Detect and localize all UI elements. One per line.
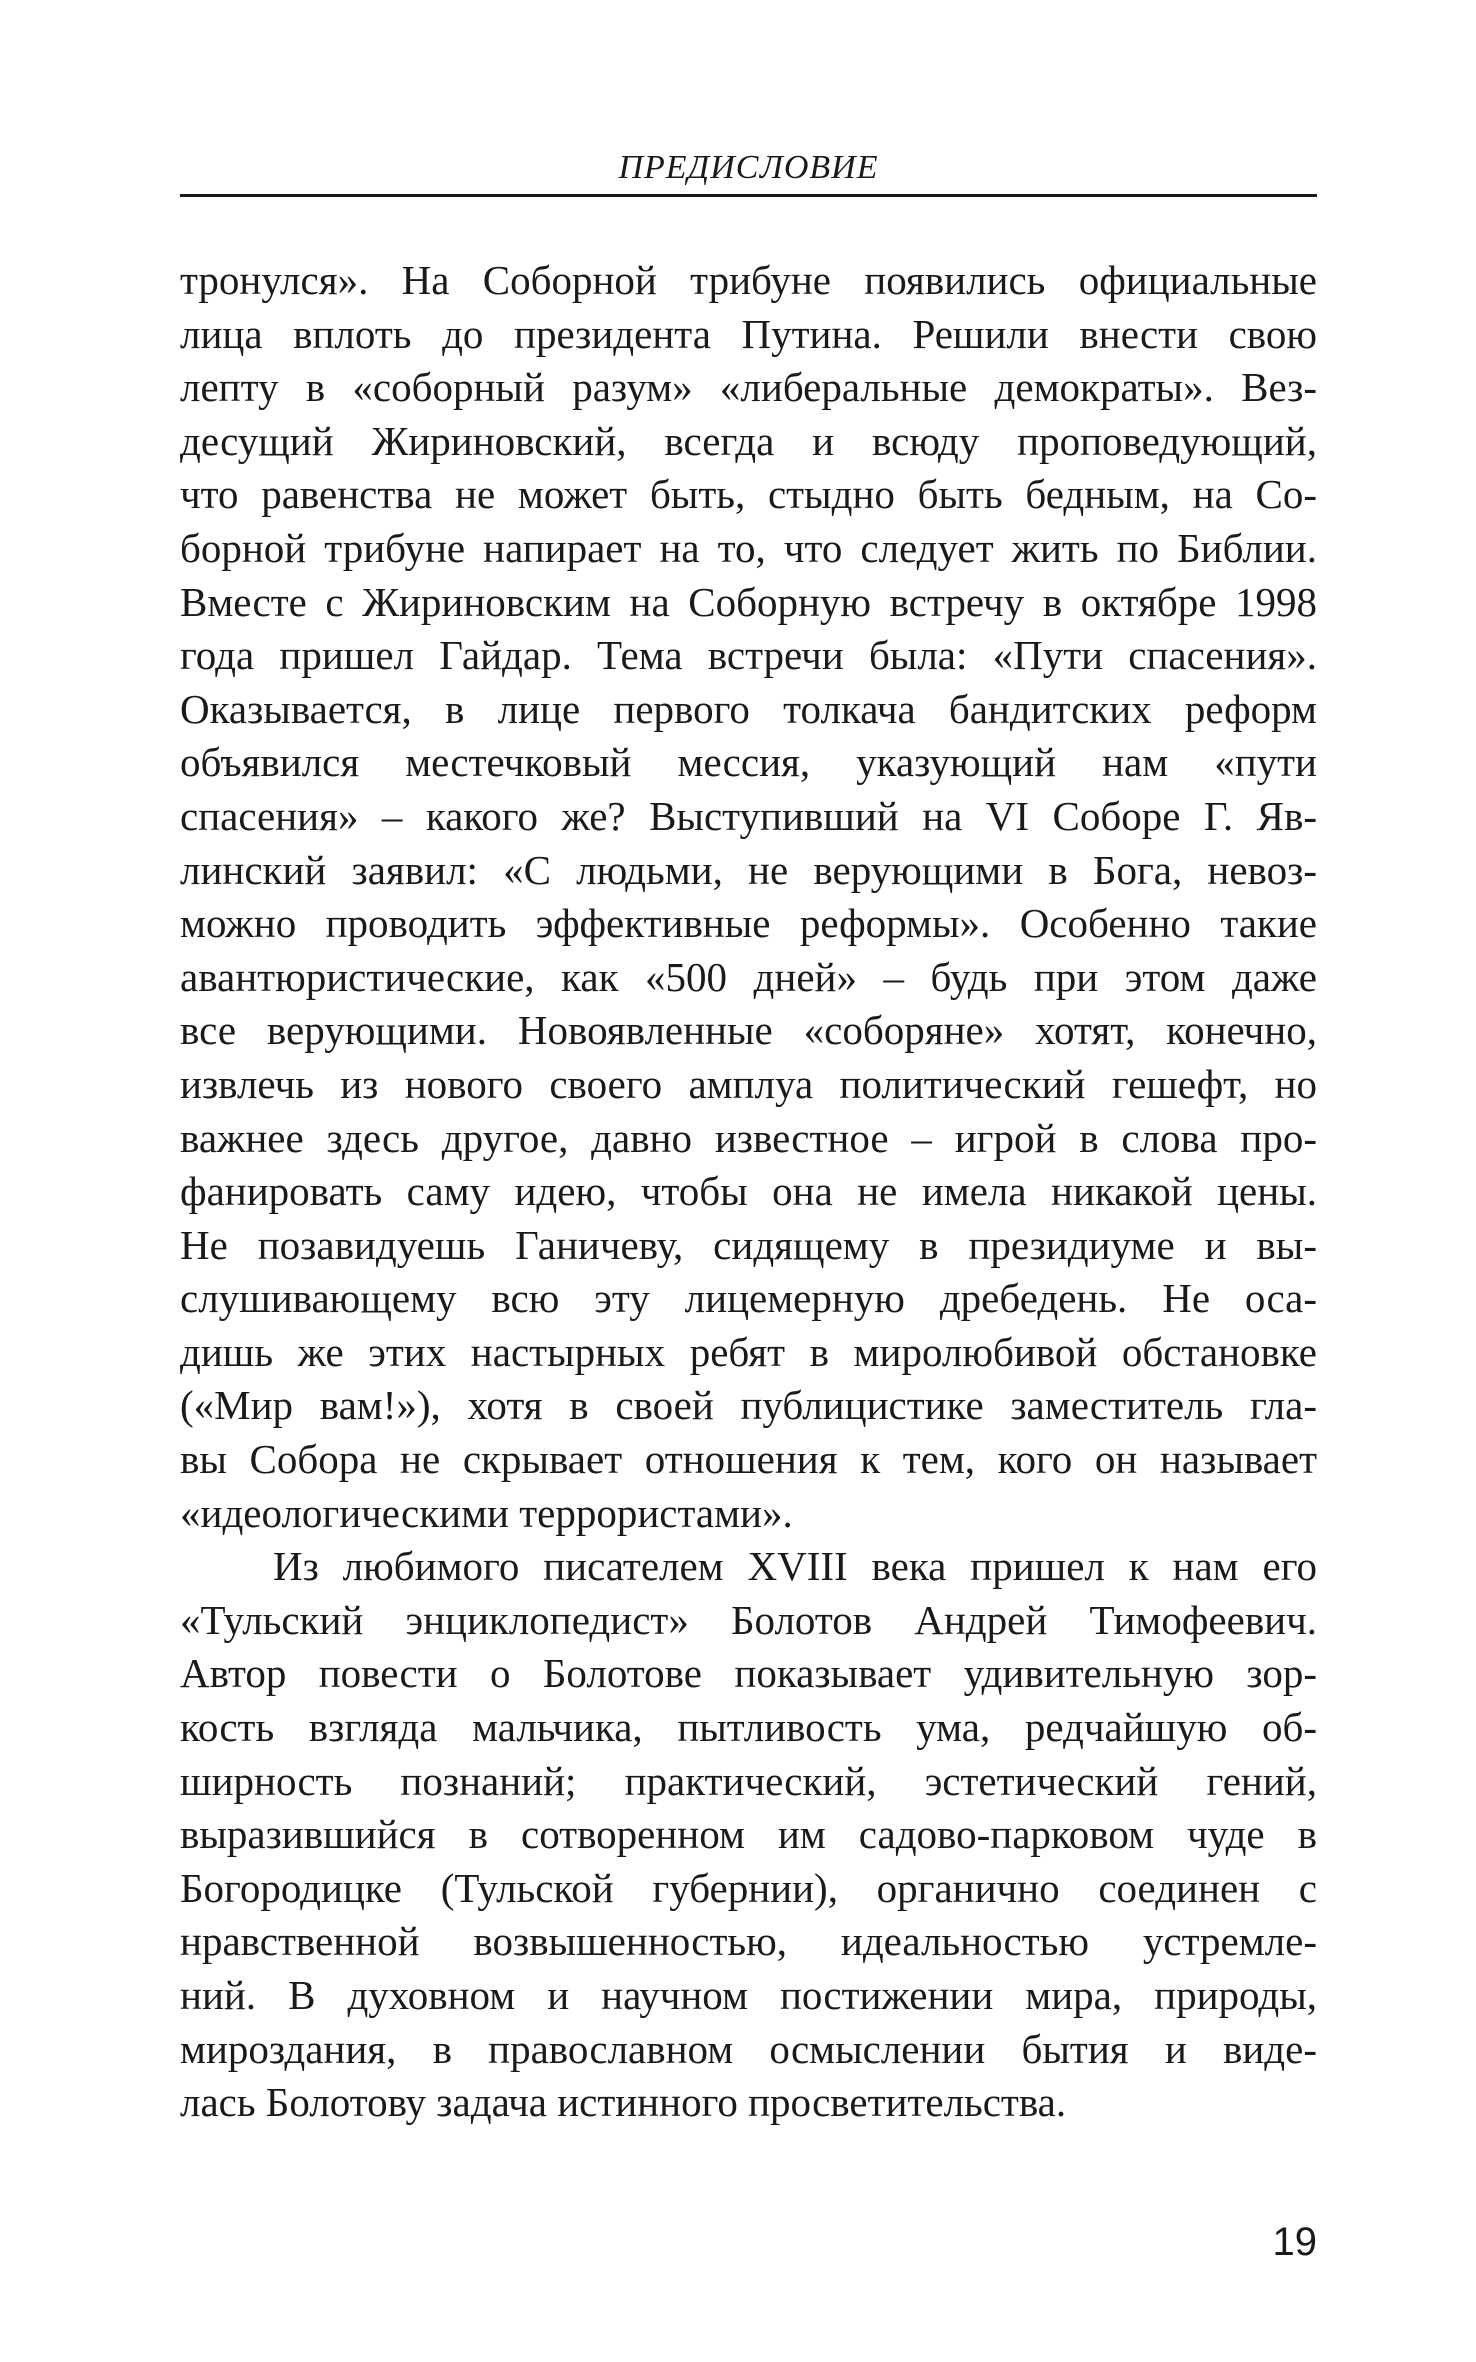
- text-line: дишь же этих настырных ребят в миролюбивой обстановке: [180, 1328, 1317, 1375]
- paragraph-1: [180, 254, 1317, 1540]
- text-line: все верующими. Новоявленные «соборяне» хотят, конечно,: [180, 1007, 1317, 1054]
- text-line: слушивающему всю эту лицемерную дребедень. Не оса-: [180, 1275, 1317, 1322]
- text-line: тронулся». На Соборной трибуне появились официальные: [180, 257, 1317, 303]
- text-line: авантюристические, как «500 дней» – будь при этом даже: [180, 953, 1317, 1000]
- text-line: года пришел Гайдар. Тема встречи была: «Пути спасения».: [180, 632, 1317, 679]
- text-line: ний. В духовном и научном постижении мира, природы,: [180, 1972, 1317, 2018]
- text-line: Оказывается, в лице первого толкача бандитских реформ: [180, 685, 1317, 732]
- text-line: Вместе с Жириновским на Соборную встречу в октябре 1998: [180, 578, 1317, 625]
- text-line: лась Болотову задача истинного просветительства.: [180, 2079, 1067, 2126]
- text-line: спасения» – какого же? Выступивший на VI Соборе Г. Яв-: [180, 792, 1317, 839]
- text-line: что равенства не может быть, стыдно быть бедным, на Со-: [180, 471, 1317, 518]
- page-body-text: [180, 254, 1317, 2130]
- text-line: десущий Жириновский, всегда и всюду проповедующий,: [180, 417, 1317, 464]
- running-head-title: ПРЕДИСЛОВИЕ: [618, 149, 879, 186]
- text-line: Не позавидуешь Ганичеву, сидящему в президиуме и вы-: [180, 1221, 1317, 1268]
- text-line: можно проводить эффективные реформы». Особенно такие: [180, 900, 1317, 947]
- header-rule: [180, 194, 1317, 197]
- text-line: нравственной возвышенностью, идеальностью устремле-: [180, 1918, 1317, 1965]
- text-line: лица вплоть до президента Путина. Решили внести свою: [180, 310, 1317, 357]
- text-line: Из любимого писателем XVIII века пришел к нам его: [273, 1543, 1317, 1590]
- text-line: кость взгляда мальчика, пытливость ума, редчайшую об-: [180, 1704, 1317, 1751]
- text-line: «Тульский энциклопедист» Болотов Андрей Тимофеевич.: [180, 1596, 1317, 1643]
- text-line: объявился местечковый мессия, указующий нам «пути: [180, 739, 1317, 786]
- text-line: лепту в «соборный разум» «либеральные демократы». Вез-: [180, 364, 1317, 411]
- text-line: выразившийся в сотворенном им садово-парковом чуде в: [180, 1811, 1317, 1858]
- text-line: извлечь из нового своего амплуа политический гешефт, но: [180, 1060, 1317, 1107]
- text-line: («Мир вам!»), хотя в своей публицистике заместитель гла-: [180, 1382, 1317, 1429]
- text-line: мироздания, в православном осмыслении бытия и виде-: [180, 2025, 1317, 2072]
- text-line: борной трибуне напирает на то, что следует жить по Библии.: [180, 524, 1317, 571]
- text-line: фанировать саму идею, чтобы она не имела никакой цены.: [180, 1168, 1317, 1215]
- paragraph-2: [180, 1540, 1317, 2130]
- text-line: Богородицке (Тульской губернии), органично соединен с: [180, 1864, 1317, 1911]
- text-line: «идеологическими террористами».: [180, 1489, 793, 1536]
- text-line: ширность познаний; практический, эстетический гений,: [180, 1757, 1317, 1804]
- text-line: вы Собора не скрывает отношения к тем, кого он называет: [180, 1436, 1317, 1483]
- text-line: линский заявил: «С людьми, не верующими в Бога, невоз-: [180, 846, 1317, 893]
- page-number: 19: [1272, 2220, 1317, 2264]
- text-line: важнее здесь другое, давно известное – игрой в слова про-: [180, 1114, 1317, 1161]
- text-line: Автор повести о Болотове показывает удивительную зор-: [180, 1650, 1317, 1697]
